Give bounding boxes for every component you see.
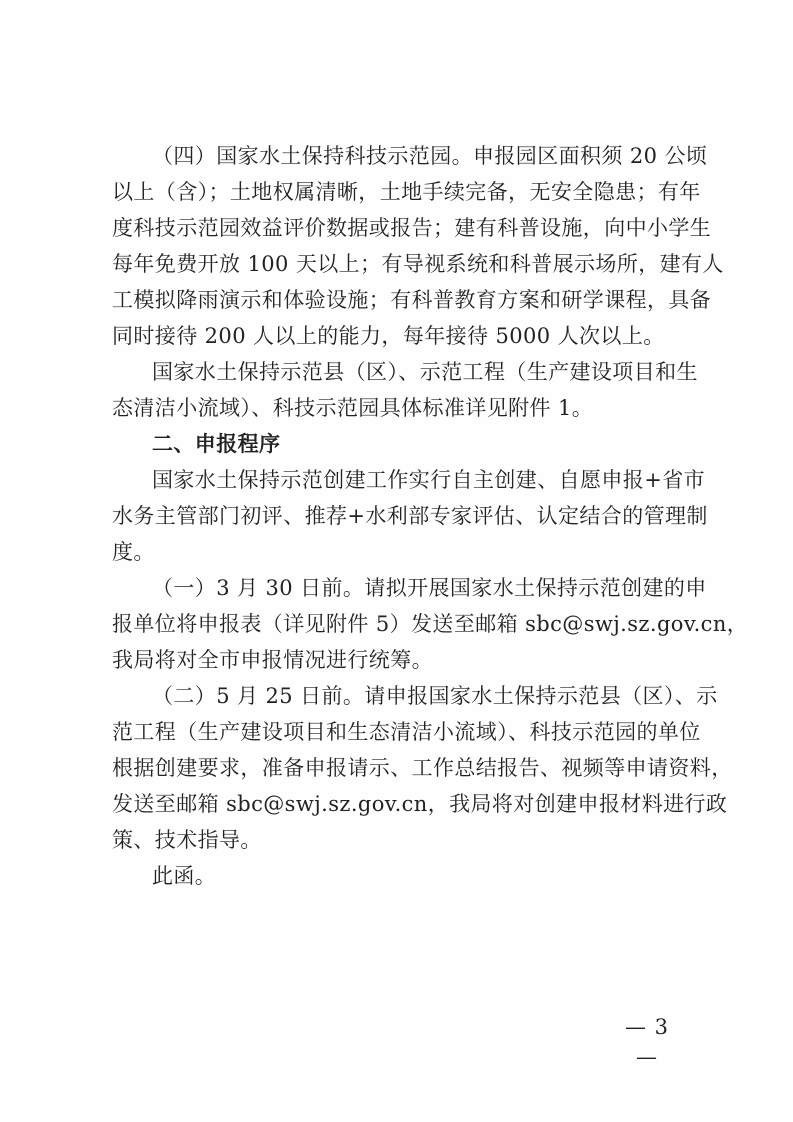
step-2-line-5: 策、技术指导。 [112,828,262,852]
step-1-line-2: 报单位将申报表（详见附件 5）发送至邮箱 sbc@swj.sz.gov.cn， [112,612,749,636]
section-4-line-3: 度科技示范园效益评价数据或报告；建有科普设施，向中小学生 [112,216,712,240]
page-number: — 3 — [624,1015,670,1069]
step-1-line-3: 我局将对全市申报情况进行统筹。 [112,648,433,672]
section-4-line-5: 工模拟降雨演示和体验设施；有科普教育方案和研学课程，具备 [112,288,712,312]
section-4-line-6: 同时接待 200 人以上的能力，每年接待 5000 人次以上。 [112,324,665,348]
procedure-intro-line-1: 国家水土保持示范创建工作实行自主创建、自愿申报+省市 [152,468,705,492]
step-2-line-2: 范工程（生产建设项目和生态清洁小流域）、科技示范园的单位 [112,720,701,744]
section-4-line-4: 每年免费开放 100 天以上；有导视系统和科普展示场所，建有人 [112,252,724,276]
standards-line-1: 国家水土保持示范县（区）、示范工程（生产建设项目和生 [152,360,698,384]
section-4-line-1: （四）国家水土保持科技示范园。申报园区面积须 20 公顷 [152,144,708,168]
section-2-heading: 二、申报程序 [152,432,281,456]
closing-text: 此函。 [152,864,217,888]
standards-line-2: 态清洁小流域）、科技示范园具体标准详见附件 1。 [112,396,594,420]
procedure-intro-line-3: 度。 [112,540,155,564]
step-2-line-4: 发送至邮箱 sbc@swj.sz.gov.cn，我局将对创建申报材料进行政 [112,792,728,816]
section-4-line-2: 以上（含）；土地权属清晰，土地手续完备，无安全隐患；有年 [112,180,701,204]
procedure-intro-line-2: 水务主管部门初评、推荐+水利部专家评估、认定结合的管理制 [112,504,708,528]
step-1-line-1: （一）3 月 30 日前。请拟开展国家水土保持示范创建的申 [152,576,707,600]
step-2-line-3: 根据创建要求，准备申报请示、工作总结报告、视频等申请资料， [112,756,733,780]
step-2-line-1: （二）5 月 25 日前。请申报国家水土保持示范县（区）、示 [152,684,718,708]
